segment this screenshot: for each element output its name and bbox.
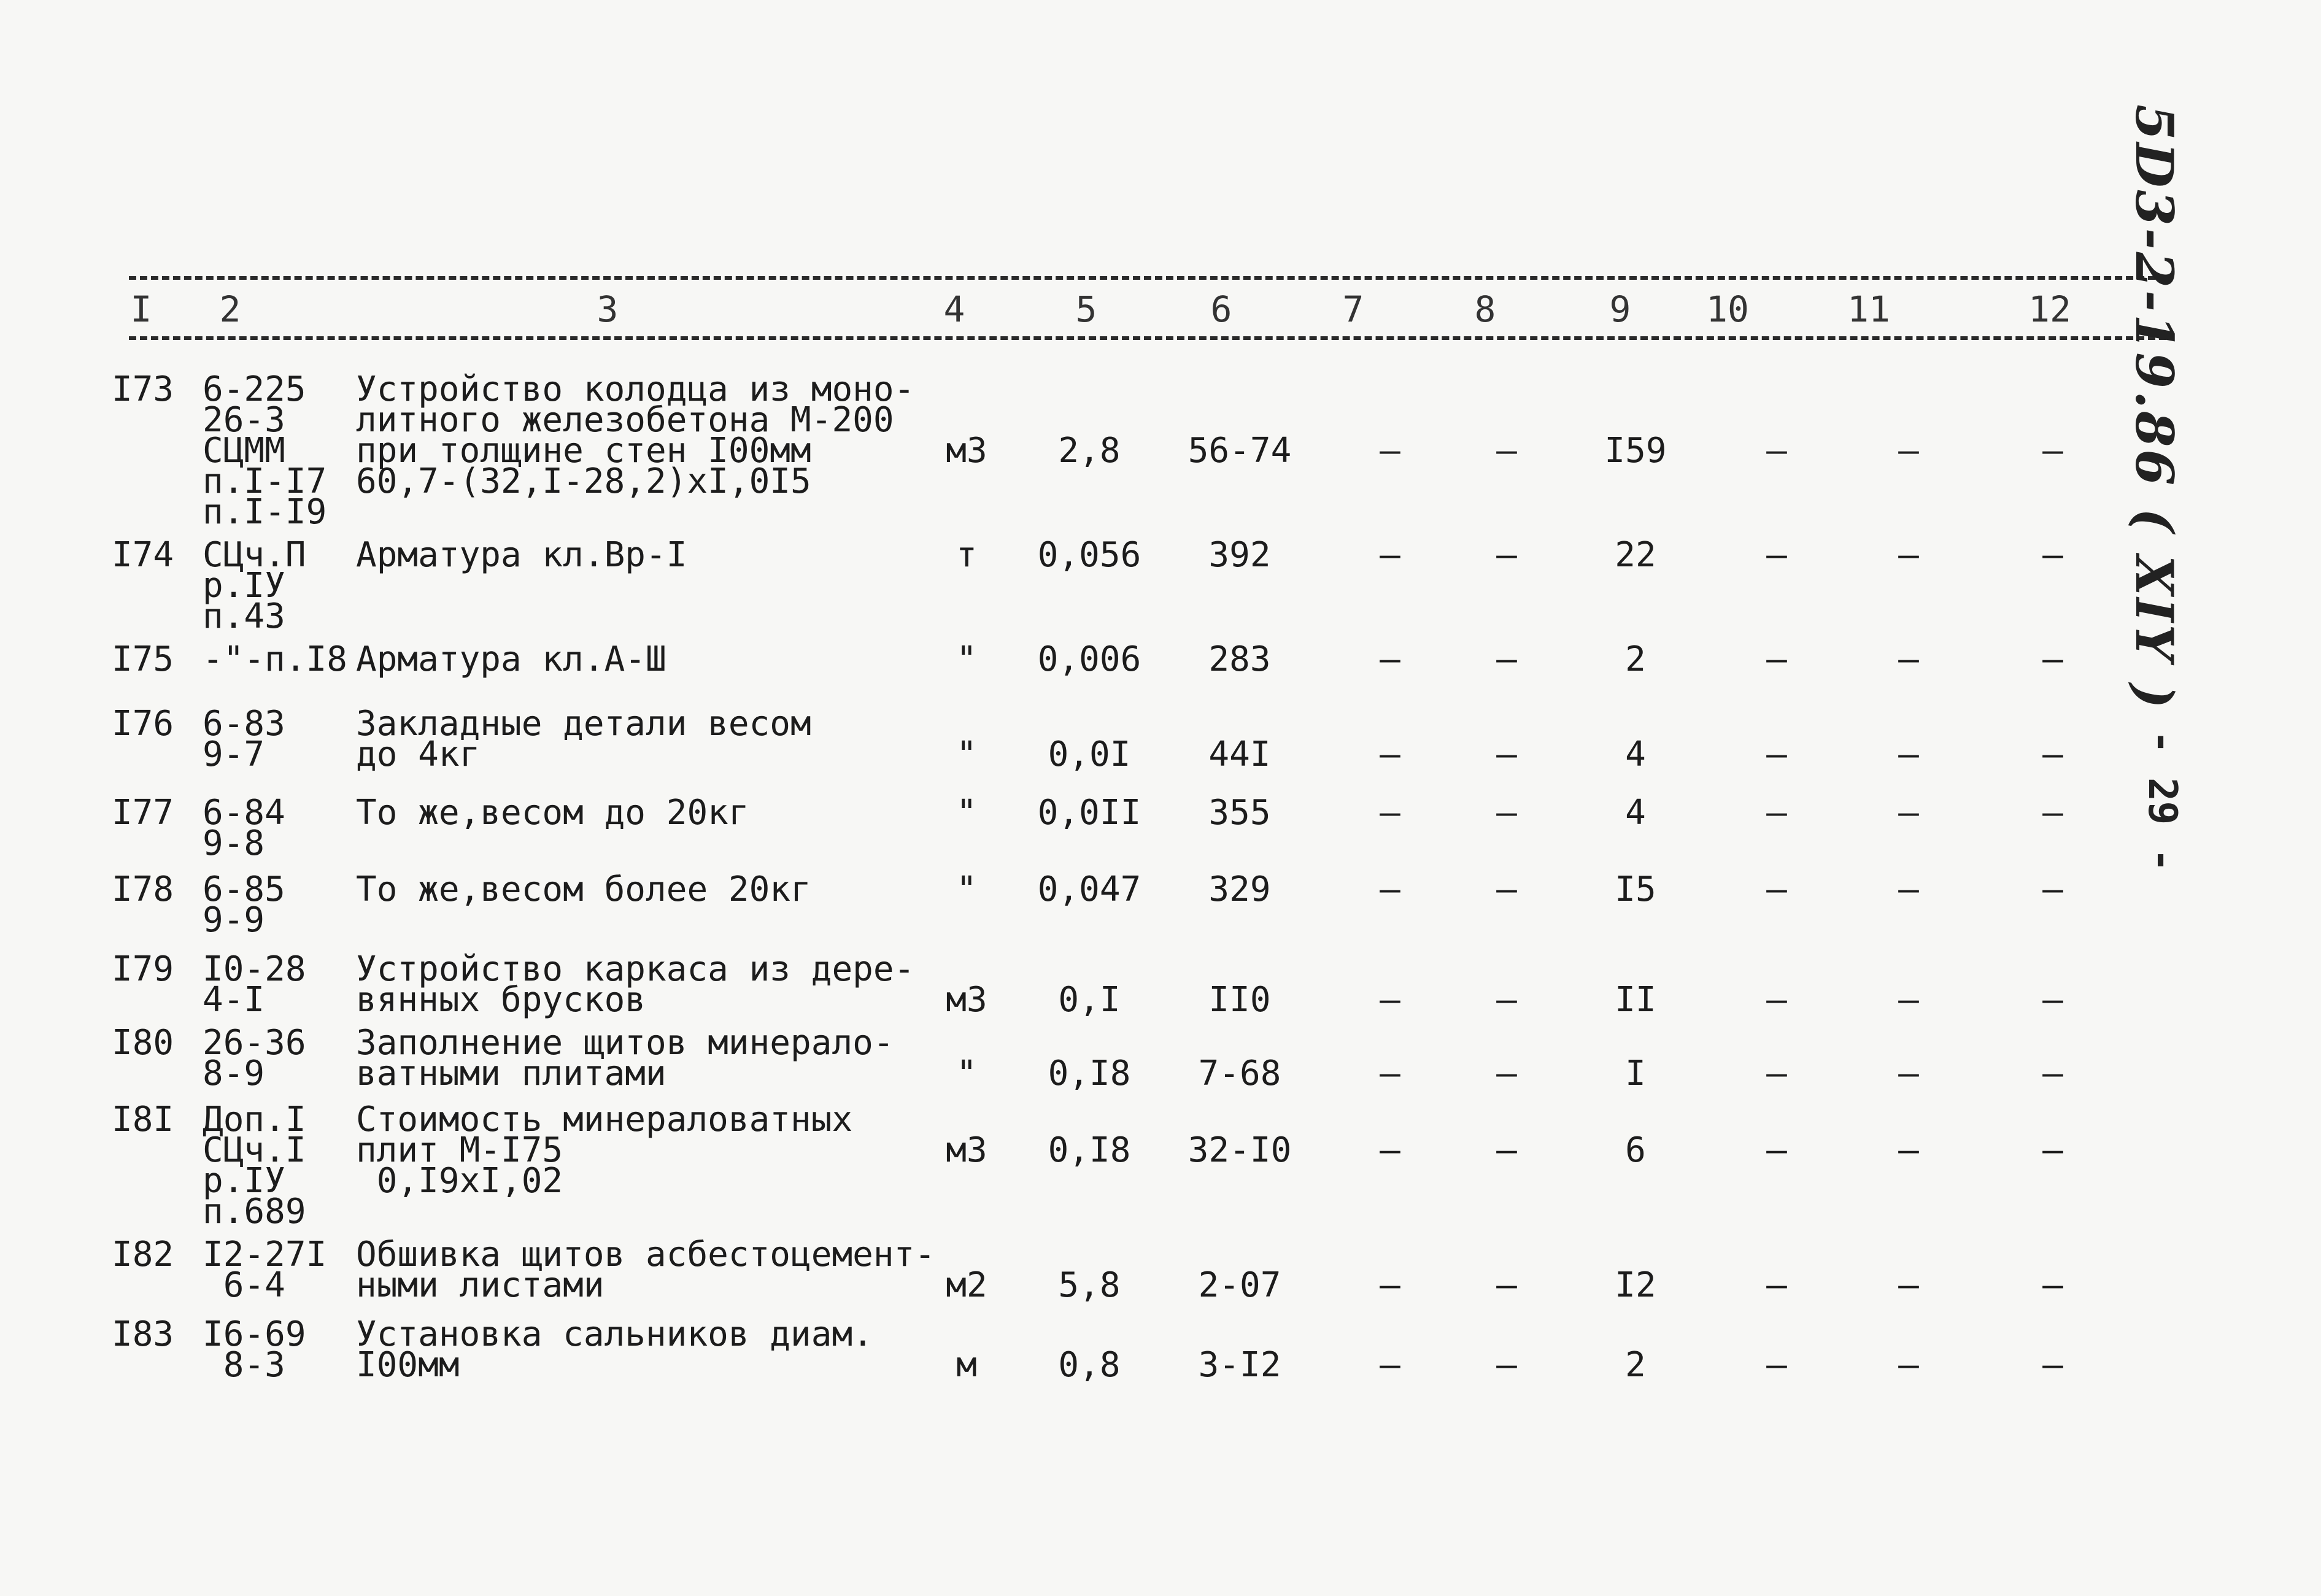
norm-code: 6-83 9-7 (203, 704, 285, 774)
unit-price-cell: II0 (1208, 980, 1271, 1020)
unit-price-cell: 32-I0 (1188, 1130, 1292, 1170)
col7-cell: – (1380, 431, 1400, 471)
col7-cell: – (1380, 734, 1400, 774)
unit-cell: " (956, 793, 977, 833)
row-number: I8I (112, 1100, 174, 1139)
header-col-4: 4 (943, 288, 965, 330)
col7-cell: – (1380, 639, 1400, 679)
col9-cell: I2 (1615, 1265, 1656, 1305)
col9-cell: 22 (1615, 535, 1656, 575)
norm-code: 26-36 8-9 (203, 1023, 306, 1093)
quantity-cell: 0,I8 (1048, 1130, 1131, 1170)
quantity-cell: 0,056 (1037, 535, 1141, 575)
header-col-10: 10 (1706, 288, 1749, 330)
norm-code: I0-28 4-I (203, 949, 306, 1020)
norm-code: 6-225 26-3 СЦММ п.I-I7 п.I-I9 (203, 369, 327, 532)
col9-cell: 4 (1625, 793, 1646, 833)
col10-cell: – (1766, 1130, 1787, 1170)
unit-price-cell: 7-68 (1198, 1054, 1281, 1093)
col12-cell: – (2042, 869, 2063, 909)
row-number: I78 (112, 869, 174, 909)
unit-cell: " (956, 869, 977, 909)
row-number: I80 (112, 1023, 174, 1063)
unit-price-cell: 56-74 (1188, 431, 1292, 471)
work-description: Обшивка щитов асбестоцемент- ными листами (356, 1235, 936, 1305)
col12-cell: – (2042, 1054, 2063, 1093)
col12-cell: – (2042, 639, 2063, 679)
work-description: Устройство колодца из моно- литного железобетона М-200 при толщине стен I00мм 60,7-(32,I-28,2)хI,0I5 (356, 369, 915, 501)
col10-cell: – (1766, 869, 1787, 909)
header-col-3: 3 (597, 288, 619, 330)
unit-price-cell: 329 (1208, 869, 1271, 909)
unit-price-cell: 283 (1208, 639, 1271, 679)
work-description: Арматура кл.Вр-I (356, 535, 687, 575)
col12-cell: – (2042, 1265, 2063, 1305)
unit-cell: м3 (946, 431, 987, 471)
col9-cell: 6 (1625, 1130, 1646, 1170)
col7-cell: – (1380, 869, 1400, 909)
col10-cell: – (1766, 535, 1787, 575)
col10-cell: – (1766, 639, 1787, 679)
header-col-9: 9 (1609, 288, 1631, 330)
page-number: - 29 - (2139, 730, 2185, 873)
quantity-cell: 0,0I (1048, 734, 1131, 774)
col11-cell: – (1898, 1054, 1919, 1093)
unit-price-cell: 44I (1208, 734, 1271, 774)
quantity-cell: 0,047 (1037, 869, 1141, 909)
col9-cell: 2 (1625, 1345, 1646, 1385)
col9-cell: I (1625, 1054, 1646, 1093)
unit-price-cell: 2-07 (1198, 1265, 1281, 1305)
header-col-2: 2 (219, 288, 241, 330)
header-col-7: 7 (1342, 288, 1364, 330)
unit-price-cell: 3-I2 (1198, 1345, 1281, 1385)
unit-cell: м2 (946, 1265, 987, 1305)
col11-cell: – (1898, 639, 1919, 679)
col8-cell: – (1496, 535, 1517, 575)
header-col-8: 8 (1474, 288, 1496, 330)
unit-cell: " (956, 1054, 977, 1093)
unit-price-cell: 392 (1208, 535, 1271, 575)
row-number: I74 (112, 535, 174, 575)
col11-cell: – (1898, 1265, 1919, 1305)
work-description: То же,весом до 20кг (356, 793, 749, 833)
work-description: Стоимость минераловатных плит М-I75 0,I9хI,02 (356, 1100, 853, 1201)
col9-cell: II (1615, 980, 1656, 1020)
work-description: Арматура кл.А-Ш (356, 639, 666, 679)
col12-cell: – (2042, 1345, 2063, 1385)
row-number: I79 (112, 949, 174, 989)
col10-cell: – (1766, 793, 1787, 833)
quantity-cell: 5,8 (1058, 1265, 1121, 1305)
col12-cell: – (2042, 535, 2063, 575)
quantity-cell: 0,I (1058, 980, 1121, 1020)
col8-cell: – (1496, 1345, 1517, 1385)
norm-code: Доп.I СЦч.I р.IУ п.689 (203, 1100, 306, 1232)
col8-cell: – (1496, 1130, 1517, 1170)
col8-cell: – (1496, 1265, 1517, 1305)
unit-cell: м3 (946, 980, 987, 1020)
row-number: I75 (112, 639, 174, 679)
col9-cell: I59 (1604, 431, 1667, 471)
col12-cell: – (2042, 793, 2063, 833)
col9-cell: I5 (1615, 869, 1656, 909)
col8-cell: – (1496, 734, 1517, 774)
norm-code: I6-69 8-3 (203, 1314, 306, 1385)
col7-cell: – (1380, 1130, 1400, 1170)
col8-cell: – (1496, 431, 1517, 471)
work-description: Закладные детали весом до 4кг (356, 704, 811, 774)
work-description: То же,весом более 20кг (356, 869, 811, 909)
unit-cell: " (956, 734, 977, 774)
header-col-5: 5 (1075, 288, 1097, 330)
norm-code: I2-27I 6-4 (203, 1235, 327, 1305)
work-description: Устройство каркаса из дере- вянных брусков (356, 949, 915, 1020)
col11-cell: – (1898, 793, 1919, 833)
col10-cell: – (1766, 980, 1787, 1020)
col11-cell: – (1898, 1130, 1919, 1170)
col7-cell: – (1380, 1345, 1400, 1385)
col8-cell: – (1496, 869, 1517, 909)
col8-cell: – (1496, 793, 1517, 833)
col10-cell: – (1766, 1345, 1787, 1385)
norm-code: СЦч.П р.IУ п.43 (203, 535, 306, 636)
work-description: Заполнение щитов минерало- ватными плитами (356, 1023, 894, 1093)
work-description: Установка сальников диам. I00мм (356, 1314, 873, 1385)
header-col-1: I (130, 288, 152, 330)
unit-cell: " (956, 639, 977, 679)
col7-cell: – (1380, 793, 1400, 833)
col7-cell: – (1380, 1054, 1400, 1093)
col10-cell: – (1766, 1265, 1787, 1305)
header-col-6: 6 (1210, 288, 1232, 330)
header-bottom-rule (129, 336, 2166, 340)
quantity-cell: 0,0II (1037, 793, 1141, 833)
row-number: I76 (112, 704, 174, 744)
row-number: I83 (112, 1314, 174, 1354)
col12-cell: – (2042, 431, 2063, 471)
col8-cell: – (1496, 639, 1517, 679)
unit-cell: т (956, 535, 977, 575)
col11-cell: – (1898, 535, 1919, 575)
quantity-cell: 0,8 (1058, 1345, 1121, 1385)
row-number: I82 (112, 1235, 174, 1274)
unit-price-cell: 355 (1208, 793, 1271, 833)
col9-cell: 2 (1625, 639, 1646, 679)
col10-cell: – (1766, 431, 1787, 471)
col10-cell: – (1766, 734, 1787, 774)
row-number: I73 (112, 369, 174, 409)
header-top-rule (129, 276, 2166, 280)
document-code (2124, 104, 2185, 711)
col9-cell: 4 (1625, 734, 1646, 774)
document-code-number: 5D3-2-19.86 (2124, 104, 2185, 488)
norm-code: -"-п.I8 (203, 639, 348, 679)
unit-cell: м3 (946, 1130, 987, 1170)
norm-code: 6-84 9-8 (203, 793, 285, 863)
col8-cell: – (1496, 980, 1517, 1020)
header-col-12: 12 (2028, 288, 2071, 330)
col10-cell: – (1766, 1054, 1787, 1093)
header-col-11: 11 (1847, 288, 1890, 330)
col7-cell: – (1380, 535, 1400, 575)
col12-cell: – (2042, 734, 2063, 774)
col11-cell: – (1898, 869, 1919, 909)
col12-cell: – (2042, 1130, 2063, 1170)
quantity-cell: 2,8 (1058, 431, 1121, 471)
col12-cell: – (2042, 980, 2063, 1020)
col11-cell: – (1898, 734, 1919, 774)
document-code-roman: ( XIY ) (2124, 508, 2185, 711)
row-number: I77 (112, 793, 174, 833)
col7-cell: – (1380, 1265, 1400, 1305)
col11-cell: – (1898, 1345, 1919, 1385)
norm-code: 6-85 9-9 (203, 869, 285, 940)
col7-cell: – (1380, 980, 1400, 1020)
unit-cell: м (956, 1345, 977, 1385)
quantity-cell: 0,I8 (1048, 1054, 1131, 1093)
quantity-cell: 0,006 (1037, 639, 1141, 679)
col8-cell: – (1496, 1054, 1517, 1093)
col11-cell: – (1898, 980, 1919, 1020)
col11-cell: – (1898, 431, 1919, 471)
